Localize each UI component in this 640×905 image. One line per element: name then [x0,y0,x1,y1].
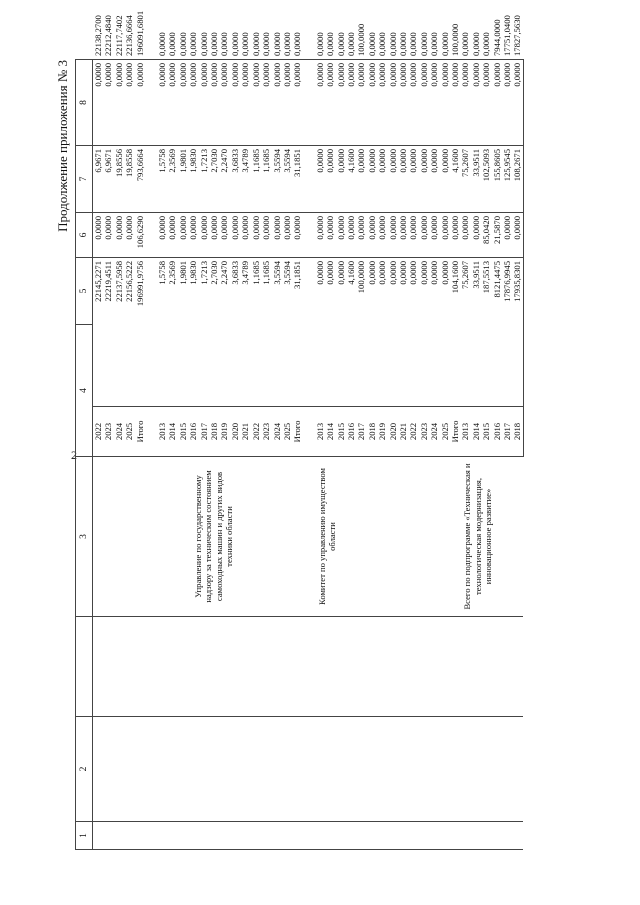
col6-cell: 19,8558 [124,146,134,213]
col6-cell: 3,4789 [240,146,250,213]
col7-cell: 0,0000 [178,60,188,146]
col5-cell: 0,0000 [440,213,450,258]
col7-cell: 0,0000 [346,60,356,146]
col6-cell [303,146,315,213]
col7-cell: 0,0000 [377,60,387,146]
year-cell: 2015 [481,407,491,457]
col5-cell: 85,0420 [481,213,491,258]
year-cell: 2024 [114,407,124,457]
col4-cell: 75,2607 [460,258,470,407]
col4-cell: 1,5758 [157,258,167,407]
col5-cell: 0,0000 [471,213,481,258]
col4-cell: 0,0000 [440,258,450,407]
appendix-title: Продолжение приложения № 3 [55,60,70,232]
description-cell [303,457,461,617]
col5-cell: 0,0000 [157,213,167,258]
col4-cell: 8121,4475 [492,258,502,407]
col5-cell: 0,0000 [124,213,134,258]
table-row: 2023 22219,4511 0,0000 6,9671 0,0000 22212,4840 [103,60,113,850]
table-row: 2017 17876,9945 0,0000 125,9545 0,0000 17751,0400 [502,60,512,850]
col5-cell: 0,0000 [356,213,366,258]
col5-cell: 0,0000 [429,213,439,258]
year-cell: 2022 [251,407,261,457]
year-cell: 2023 [419,407,429,457]
year-cell: 2022 [408,407,418,457]
year-cell: 2024 [429,407,439,457]
col4-cell: 2,3569 [167,258,177,407]
table-row: 2016 4,1600 0,0000 4,1600 0,0000 0,0000 [346,60,356,850]
col7-cell: 0,0000 [481,60,491,146]
year-cell: 2013 [157,407,167,457]
col4-cell: 0,0000 [315,258,325,407]
col5-cell: 0,0000 [103,213,113,258]
col6-cell: 108,2671 [512,146,523,213]
year-cell: 2023 [261,407,271,457]
col-header-1: 1 [76,822,93,850]
col5-cell: 0,0000 [188,213,198,258]
year-cell: 2025 [282,407,292,457]
table-row: 2015 0,0000 0,0000 0,0000 0,0000 0,0000 [336,60,346,850]
col6-cell: 0,0000 [388,146,398,213]
table-row: 2016 8121,4475 21,5870 155,8605 0,0000 7944,0000 [492,60,502,850]
table-row: 2025 22156,5222 0,0000 19,8558 0,0000 22136,6664 [124,60,134,850]
page-number: 2 [71,448,77,462]
col6-cell: 0,0000 [315,146,325,213]
year-cell: 2016 [346,407,356,457]
col4-cell: 187,5513 [481,258,491,407]
col4-cell: 0,0000 [419,258,429,407]
col2b-cell [303,617,461,717]
year-cell: 2017 [502,407,512,457]
col4-cell [145,258,157,407]
col7-cell: 0,0000 [429,60,439,146]
year-cell: 2013 [460,407,470,457]
table-row: 2021 0,0000 0,0000 0,0000 0,0000 0,0000 [398,60,408,850]
col7-cell: 0,0000 [460,60,470,146]
col6-cell: 1,1685 [251,146,261,213]
col6-cell: 31,1851 [292,146,302,213]
year-cell: 2018 [367,407,377,457]
col6-cell: 0,0000 [377,146,387,213]
col5-cell [145,213,157,258]
table-row: 2013 1,5758 0,0000 1,5758 0,0000 0,0000 [157,60,167,850]
col7-cell: 0,0000 [240,60,250,146]
col6-cell: 0,0000 [429,146,439,213]
col7-cell [303,60,315,146]
col7-cell: 0,0000 [325,60,335,146]
col4-cell [303,258,315,407]
year-cell: 2024 [272,407,282,457]
table-row: 2014 33,9511 0,0000 33,9511 0,0000 0,0000 [471,60,481,850]
col7-cell: 0,0000 [408,60,418,146]
col4-cell: 22145,2271 [93,258,104,407]
col5-cell: 0,0000 [398,213,408,258]
year-cell: 2013 [315,407,325,457]
col4-cell: 1,1685 [261,258,271,407]
year-cell: 2020 [230,407,240,457]
col5-cell: 0,0000 [512,213,523,258]
col7-cell: 0,0000 [492,60,502,146]
col4-cell: 2,2470 [219,258,229,407]
col5-cell: 0,0000 [178,213,188,258]
col6-cell: 0,0000 [356,146,366,213]
col4-cell: 0,0000 [367,258,377,407]
col7-cell: 0,0000 [315,60,325,146]
col4-cell: 0,0000 [336,258,346,407]
col2b-cell [93,617,303,717]
col4-cell: 0,0000 [325,258,335,407]
col6-cell: 0,0000 [440,146,450,213]
table-row: 2013 0,0000 0,0000 0,0000 0,0000 0,0000 [315,60,325,850]
col2-cell [460,717,523,822]
col4-cell: 22219,4511 [103,258,113,407]
col5-cell: 0,0000 [230,213,240,258]
year-cell: 2023 [103,407,113,457]
col5-cell: 0,0000 [315,213,325,258]
col4-cell: 17876,9945 [502,258,512,407]
table-row: 2018 0,0000 0,0000 0,0000 0,0000 0,0000 [367,60,377,850]
col5-cell: 0,0000 [282,213,292,258]
col7-cell: 0,0000 [471,60,481,146]
col-header-5: 5 [76,258,93,325]
col6-cell: 0,0000 [419,146,429,213]
year-cell: 2014 [325,407,335,457]
col4-cell: 196991,9756 [135,258,145,407]
col4-cell: 1,1685 [251,258,261,407]
table-row: 2014 2,3569 0,0000 2,3569 0,0000 0,0000 [167,60,177,850]
col7-cell: 0,0000 [388,60,398,146]
table-row: 2014 0,0000 0,0000 0,0000 0,0000 0,0000 [325,60,335,850]
col4-cell: 0,0000 [388,258,398,407]
col5-cell: 0,0000 [219,213,229,258]
col4-cell: 22156,5222 [124,258,134,407]
table-row: 2024 22137,5958 0,0000 19,8556 0,0000 22117,7402 [114,60,124,850]
year-cell: 2015 [178,407,188,457]
col6-cell: 0,0000 [336,146,346,213]
col4-cell: 22137,5958 [114,258,124,407]
table-row: 2015 1,9801 0,0000 1,9801 0,0000 0,0000 [178,60,188,850]
col5-cell: 0,0000 [199,213,209,258]
col6-cell: 6,9671 [103,146,113,213]
col5-cell: 0,0000 [272,213,282,258]
year-cell: 2017 [356,407,366,457]
col4-cell: 31,1851 [292,258,302,407]
col-header-blank [76,617,93,717]
col5-cell: 0,0000 [450,213,460,258]
year-cell: 2025 [124,407,134,457]
col2b-cell [460,617,523,717]
table-row: 2021 3,4789 0,0000 3,4789 0,0000 0,0000 [240,60,250,850]
col5-cell: 0,0000 [292,213,302,258]
col4-cell: 1,9830 [188,258,198,407]
year-cell: 2014 [471,407,481,457]
year-cell: Итого [292,407,302,457]
table-row: 2017 1,7213 0,0000 1,7213 0,0000 0,0000 [199,60,209,850]
col4-cell: 3,5594 [272,258,282,407]
col5-cell: 0,0000 [114,213,124,258]
rotated-page [55,10,615,850]
year-cell: 2016 [188,407,198,457]
col5-cell: 106,6290 [135,213,145,258]
col7-cell: 0,0000 [282,60,292,146]
table-row: Итого 104,1600 0,0000 4,1600 0,0000 100,0000 [450,60,460,850]
year-cell [303,407,315,457]
col-header-4: 4 [76,325,93,457]
col6-cell: 33,9511 [471,146,481,213]
col4-cell: 3,4789 [240,258,250,407]
col5-cell: 0,0000 [388,213,398,258]
col5-cell: 21,5870 [492,213,502,258]
year-cell: 2020 [388,407,398,457]
table-row: Управление по государственному надзору за техническим состоянием самоходных машин и других видов техники области 2022 22145,2271 0,0000 6,9671 0,0000 22138,2700 [93,60,104,850]
col6-cell [145,146,157,213]
year-cell: 2015 [336,407,346,457]
year-cell: 2018 [209,407,219,457]
year-cell: 2019 [219,407,229,457]
col5-cell: 0,0000 [261,213,271,258]
col5-cell: 0,0000 [336,213,346,258]
col7-cell: 0,0000 [157,60,167,146]
col6-cell: 1,1685 [261,146,271,213]
table-row: 2024 0,0000 0,0000 0,0000 0,0000 0,0000 [429,60,439,850]
col7-cell: 0,0000 [272,60,282,146]
col5-cell: 0,0000 [240,213,250,258]
col6-cell: 3,5594 [272,146,282,213]
col6-cell: 125,9545 [502,146,512,213]
col4-cell: 0,0000 [377,258,387,407]
description-text: Комитет по управлению имуществом области [316,468,338,605]
table-row: 2025 3,5594 0,0000 3,5594 0,0000 0,0000 [282,60,292,850]
table-row: Всего по подпрограмме «Техническая и технологическая модернизация, инновационное развитие» 2013 75,2607 0,0000 75,2607 0,0000 0,0000 [460,60,470,850]
col7-cell: 0,0000 [261,60,271,146]
table-row: 2024 3,5594 0,0000 3,5594 0,0000 0,0000 [272,60,282,850]
year-cell: 2025 [440,407,450,457]
col4-cell: 1,7213 [199,258,209,407]
col6-cell: 155,8605 [492,146,502,213]
description-cell [460,457,523,617]
col7-cell: 0,0000 [199,60,209,146]
col5-cell: 0,0000 [419,213,429,258]
col7-cell: 0,0000 [209,60,219,146]
table-row: 2022 0,0000 0,0000 0,0000 0,0000 0,0000 [408,60,418,850]
col4-cell: 3,5594 [282,258,292,407]
col4-cell: 0,0000 [398,258,408,407]
year-cell: Итого [135,407,145,457]
col6-cell: 1,5758 [157,146,167,213]
col7-cell: 0,0000 [502,60,512,146]
col6-cell: 793,6664 [135,146,145,213]
col2-cell [303,717,461,822]
col6-cell: 102,5093 [481,146,491,213]
year-cell: 2014 [167,407,177,457]
table-row: 2025 0,0000 0,0000 0,0000 0,0000 0,0000 [440,60,450,850]
table-row: Итого 196991,9756 106,6290 793,6664 0,0000 196091,6801 [135,60,145,850]
year-cell: 2022 [93,407,104,457]
col6-cell: 0,0000 [398,146,408,213]
col7-cell: 0,0000 [219,60,229,146]
table-row: 2020 3,6833 0,0000 3,6833 0,0000 0,0000 [230,60,240,850]
col5-cell: 0,0000 [502,213,512,258]
col4-cell: 100,0000 [356,258,366,407]
col6-cell: 2,7030 [209,146,219,213]
col4-cell: 2,7030 [209,258,219,407]
col6-cell: 1,9830 [188,146,198,213]
col4-cell: 0,0000 [408,258,418,407]
col6-cell: 19,8556 [114,146,124,213]
col7-cell: 0,0000 [230,60,240,146]
col6-cell: 4,1600 [450,146,460,213]
col7-cell: 0,0000 [356,60,366,146]
col7-cell: 0,0000 [419,60,429,146]
col7-cell: 0,0000 [124,60,134,146]
year-cell: 2021 [398,407,408,457]
col7-cell: 0,0000 [512,60,523,146]
col5-cell: 0,0000 [325,213,335,258]
table-row [303,60,315,850]
col6-cell: 75,2607 [460,146,470,213]
col5-cell: 0,0000 [408,213,418,258]
col7-cell: 0,0000 [367,60,377,146]
col4-cell: 17935,8301 [512,258,523,407]
col7-cell: 0,0000 [251,60,261,146]
table-row: 2022 1,1685 0,0000 1,1685 0,0000 0,0000 [251,60,261,850]
col5-cell: 0,0000 [209,213,219,258]
col4-cell: 104,1600 [450,258,460,407]
col5-cell: 0,0000 [251,213,261,258]
col-header-3: 3 [76,457,93,617]
table-row: 2019 2,2470 0,0000 2,2470 0,0000 0,0000 [219,60,229,850]
description-cell [93,457,303,617]
table-body [92,10,524,850]
description-text: Всего по подпрограмме «Техническая и технологическая модернизация, инновационное развитие» [462,463,494,610]
table-row: Итого 31,1851 0,0000 31,1851 0,0000 0,0000 [292,60,302,850]
col7-cell: 0,0000 [450,60,460,146]
col6-cell: 6,9671 [93,146,104,213]
table-row: 2023 0,0000 0,0000 0,0000 0,0000 0,0000 [419,60,429,850]
year-cell: 2018 [512,407,523,457]
col5-cell: 0,0000 [377,213,387,258]
col6-cell: 1,9801 [178,146,188,213]
col4-cell: 4,1600 [346,258,356,407]
col5-cell: 0,0000 [93,213,104,258]
col4-cell: 33,9511 [471,258,481,407]
col6-cell: 0,0000 [408,146,418,213]
col4-cell: 0,0000 [429,258,439,407]
col-header-6: 6 [76,213,93,258]
col1-cell [303,822,461,850]
col7-cell: 0,0000 [292,60,302,146]
col7-cell: 0,0000 [398,60,408,146]
col6-cell: 0,0000 [325,146,335,213]
table-row: 2019 0,0000 0,0000 0,0000 0,0000 0,0000 [377,60,387,850]
col1-cell [460,822,523,850]
table-row: 2018 17935,8301 0,0000 108,2671 0,0000 17827,5630 [512,60,523,850]
col5-cell: 0,0000 [367,213,377,258]
year-cell: 2021 [240,407,250,457]
col7-cell: 0,0000 [103,60,113,146]
col2-cell [93,717,303,822]
col5-cell: 0,0000 [167,213,177,258]
year-cell [145,407,157,457]
description-text: Управление по государственному надзору за техническим состоянием самоходных машин и других видов техники области [193,470,235,603]
col7-cell: 0,0000 [93,60,104,146]
col7-cell: 0,0000 [114,60,124,146]
table-row: 2020 0,0000 0,0000 0,0000 0,0000 0,0000 [388,60,398,850]
col-header-7: 7 [76,146,93,213]
table-row: 2015 187,5513 85,0420 102,5093 0,0000 0,0000 [481,60,491,850]
table-row: 2016 1,9830 0,0000 1,9830 0,0000 0,0000 [188,60,198,850]
col4-cell: 3,6833 [230,258,240,407]
col6-cell: 3,5594 [282,146,292,213]
col7-cell: 0,0000 [440,60,450,146]
table-row: 2018 2,7030 0,0000 2,7030 0,0000 0,0000 [209,60,219,850]
col5-cell: 0,0000 [346,213,356,258]
col6-cell: 4,1600 [346,146,356,213]
col6-cell: 3,6833 [230,146,240,213]
appendix-table [75,10,524,850]
col1-cell [93,822,303,850]
col6-cell: 2,2470 [219,146,229,213]
year-cell: Итого [450,407,460,457]
col7-cell: 0,0000 [188,60,198,146]
col6-cell: 0,0000 [367,146,377,213]
col7-cell [145,60,157,146]
header-row [76,60,93,850]
col6-cell: 1,7213 [199,146,209,213]
col-header-8: 8 [76,60,93,146]
col6-cell: 2,3569 [167,146,177,213]
col5-cell [303,213,315,258]
col7-cell: 0,0000 [336,60,346,146]
table-row: 2017 100,0000 0,0000 0,0000 0,0000 100,0000 [356,60,366,850]
col7-cell: 0,0000 [135,60,145,146]
col7-cell: 0,0000 [167,60,177,146]
col5-cell: 0,0000 [460,213,470,258]
col4-cell: 1,9801 [178,258,188,407]
year-cell: 2019 [377,407,387,457]
col-header-2: 2 [76,717,93,822]
table-row: 2023 1,1685 0,0000 1,1685 0,0000 0,0000 [261,60,271,850]
year-cell: 2017 [199,407,209,457]
year-cell: 2016 [492,407,502,457]
